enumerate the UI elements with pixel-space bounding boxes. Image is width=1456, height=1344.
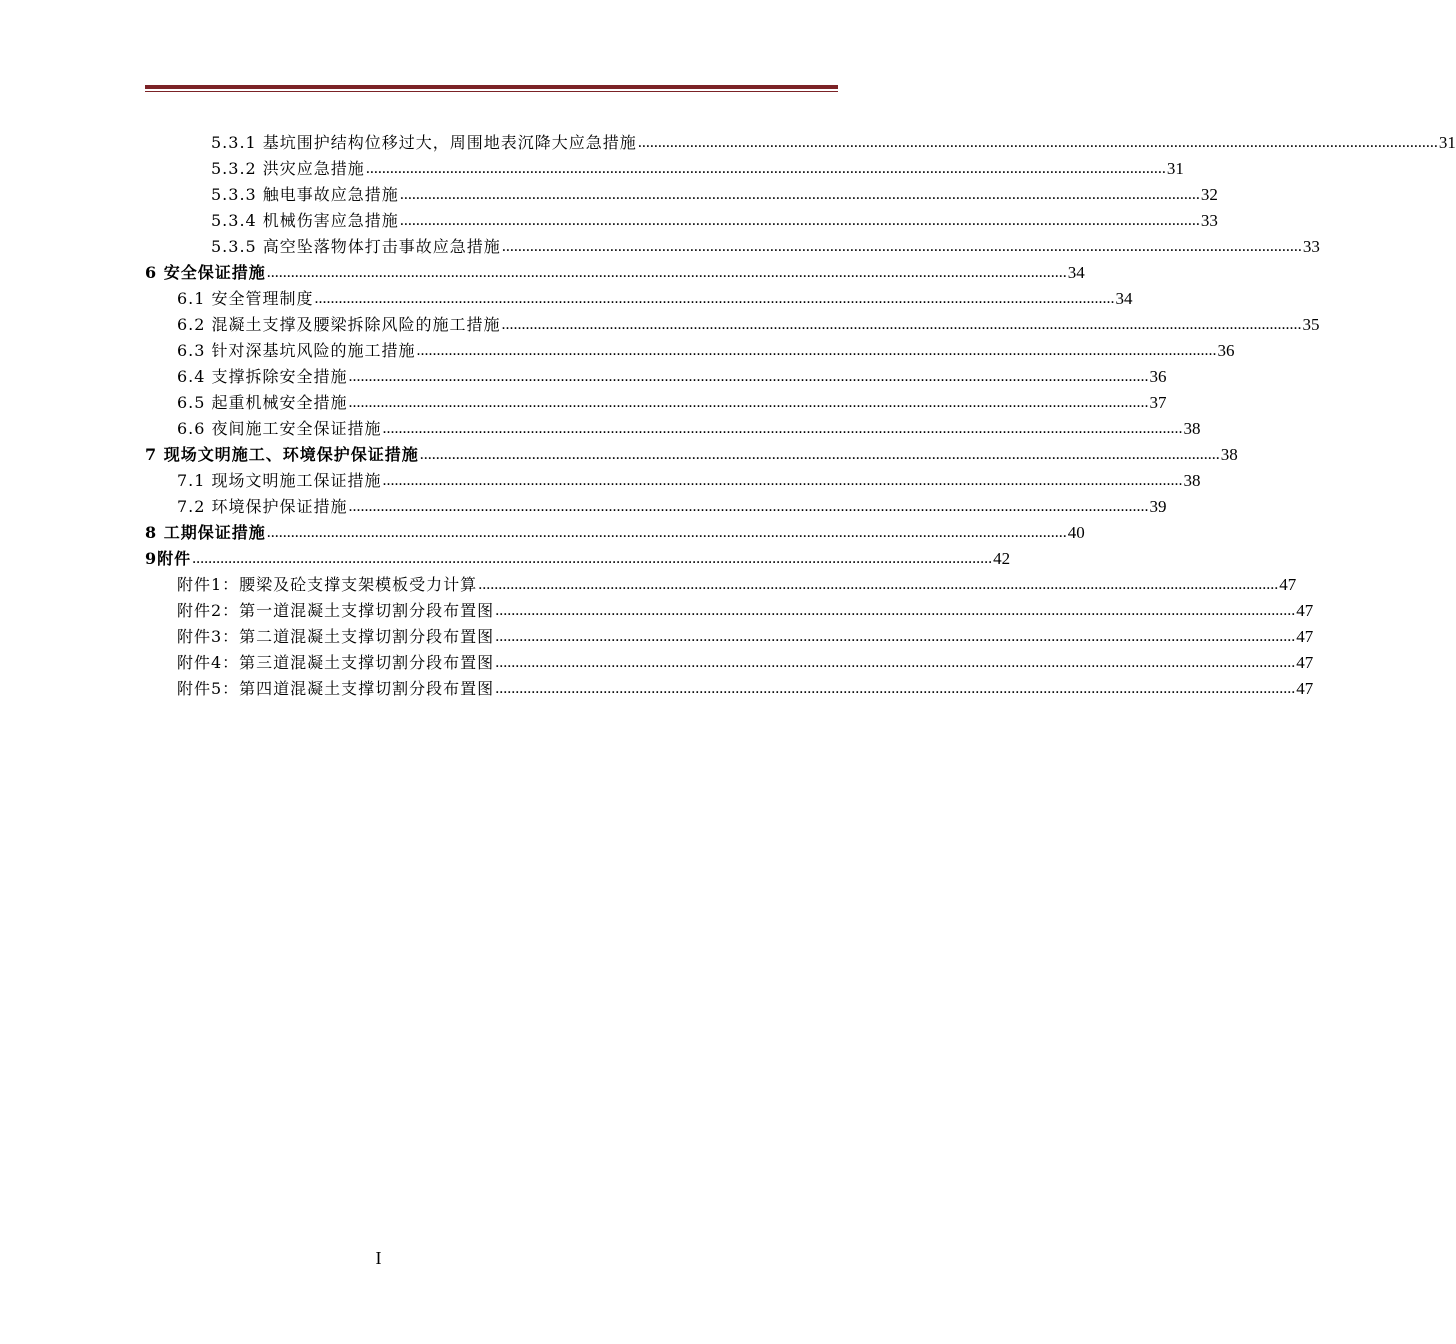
toc-entry[interactable] [145,231,1320,257]
toc-entry-page-number: 47 [1279,575,1297,594]
toc-entry-title: 附件2：第一道混凝土支撑切割分段布置图 [177,601,495,620]
toc-entry-page-number: 47 [1296,601,1314,620]
toc-entry-page-number: 42 [993,549,1011,568]
toc-entry-title: 6.5 起重机械安全措施 [177,393,348,412]
toc-dot-leader: ........................................................................................................................................................................................................ [501,316,1302,333]
toc-entry-page-number: 33 [1200,211,1218,230]
toc-dot-leader: ........................................................................................................................................................................................................ [266,264,1067,281]
toc-entry-title: 5.3.1 基坑围护结构位移过大，周围地表沉降大应急措施 [211,133,637,152]
toc-entry-title: 6.4 支撑拆除安全措施 [177,367,348,386]
toc-entry-page-number: 47 [1296,627,1314,646]
toc-dot-leader: ........................................................................................................................................................................................................ [495,680,1296,697]
toc-entry[interactable] [145,257,1085,283]
toc-dot-leader: ........................................................................................................................................................................................................ [495,628,1296,645]
toc-entry-title: 6.6 夜间施工安全保证措施 [177,419,382,438]
toc-entry[interactable] [145,335,1235,361]
toc-entry[interactable] [145,387,1167,413]
toc-entry-page-number: 33 [1302,237,1320,256]
toc-entry[interactable] [145,361,1167,387]
toc-entry-page-number: 32 [1200,185,1218,204]
toc-entry-page-number: 39 [1149,497,1167,516]
toc-dot-leader: ........................................................................................................................................................................................................ [399,212,1200,229]
page-number: I [375,1248,382,1268]
toc-entry[interactable] [145,413,1201,439]
toc-entry-title: 5.3.5 高空坠落物体打击事故应急措施 [211,237,501,256]
toc-dot-leader: ........................................................................................................................................................................................................ [416,342,1217,359]
toc-dot-leader: ........................................................................................................................................................................................................ [365,160,1166,177]
toc-entry-title: 6.1 安全管理制度 [177,289,314,308]
toc-entry-title: 5.3.4 机械伤害应急措施 [211,211,399,230]
toc-entry[interactable] [145,205,1218,231]
toc-entry[interactable] [145,491,1167,517]
toc-entry-page-number: 36 [1217,341,1235,360]
toc-dot-leader: ........................................................................................................................................................................................................ [348,498,1149,515]
toc-entry-page-number: 34 [1067,263,1085,282]
toc-entry[interactable] [145,127,1456,153]
toc-entry[interactable] [145,543,1011,569]
toc-entry[interactable] [145,673,1314,699]
toc-entry[interactable] [145,517,1085,543]
toc-entry[interactable] [145,647,1314,673]
toc-dot-leader: ........................................................................................................................................................................................................ [478,576,1279,593]
toc-dot-leader: ........................................................................................................................................................................................................ [348,394,1149,411]
toc-dot-leader: ........................................................................................................................................................................................................ [501,238,1302,255]
header-rule-thin [145,91,838,92]
toc-dot-leader: ........................................................................................................................................................................................................ [399,186,1200,203]
toc-entry[interactable] [145,309,1320,335]
toc-entry-title: 附件3：第二道混凝土支撑切割分段布置图 [177,627,495,646]
toc-entry-page-number: 36 [1149,367,1167,386]
toc-entry-page-number: 47 [1296,653,1314,672]
toc-entry-title: 6.2 混凝土支撑及腰梁拆除风险的施工措施 [177,315,501,334]
toc-entry-title: 附件5：第四道混凝土支撑切割分段布置图 [177,679,495,698]
toc-entry[interactable] [145,153,1184,179]
toc-entry-page-number: 38 [1183,419,1201,438]
toc-entry-title: 7 现场文明施工、环境保护保证措施 [145,445,419,464]
toc-entry-title: 7.1 现场文明施工保证措施 [177,471,382,490]
toc-dot-leader: ........................................................................................................................................................................................................ [382,420,1183,437]
toc-dot-leader: ........................................................................................................................................................................................................ [382,472,1183,489]
toc-entry[interactable] [145,621,1314,647]
toc-entry-title: 附件4：第三道混凝土支撑切割分段布置图 [177,653,495,672]
toc-dot-leader: ........................................................................................................................................................................................................ [314,290,1115,307]
toc-entry-page-number: 34 [1115,289,1133,308]
toc-dot-leader: ........................................................................................................................................................................................................ [266,524,1067,541]
toc-entry-title: 6 安全保证措施 [145,263,266,282]
toc-entry-title: 5.3.3 触电事故应急措施 [211,185,399,204]
toc-entry[interactable] [145,439,1238,465]
toc-entry-page-number: 47 [1296,679,1314,698]
toc-dot-leader: ........................................................................................................................................................................................................ [637,134,1438,151]
toc-entry[interactable] [145,569,1297,595]
toc-entry-page-number: 38 [1220,445,1238,464]
toc-entry[interactable] [145,283,1133,309]
toc-dot-leader: ........................................................................................................................................................................................................ [495,654,1296,671]
toc-entry-title: 8 工期保证措施 [145,523,266,542]
toc-entry[interactable] [145,179,1218,205]
toc-entry-page-number: 31 [1166,159,1184,178]
toc-entry[interactable] [145,465,1201,491]
toc-dot-leader: ........................................................................................................................................................................................................ [419,446,1220,463]
header-rule-thick [145,85,838,89]
toc-entry-page-number: 37 [1149,393,1167,412]
toc-entry[interactable] [145,595,1314,621]
toc-entry-page-number: 35 [1302,315,1320,334]
toc-dot-leader: ........................................................................................................................................................................................................ [192,550,993,567]
toc-entry-page-number: 31 [1438,133,1456,152]
toc-dot-leader: ........................................................................................................................................................................................................ [348,368,1149,385]
toc-entry-page-number: 40 [1067,523,1085,542]
toc-dot-leader: ........................................................................................................................................................................................................ [495,602,1296,619]
toc-entry-title: 9附件 [145,549,192,568]
table-of-contents [145,127,1456,699]
toc-entry-title: 7.2 环境保护保证措施 [177,497,348,516]
toc-entry-title: 附件1：腰梁及砼支撑支架模板受力计算 [177,575,478,594]
toc-entry-title: 6.3 针对深基坑风险的施工措施 [177,341,416,360]
toc-entry-page-number: 38 [1183,471,1201,490]
toc-entry-title: 5.3.2 洪灾应急措施 [211,159,365,178]
